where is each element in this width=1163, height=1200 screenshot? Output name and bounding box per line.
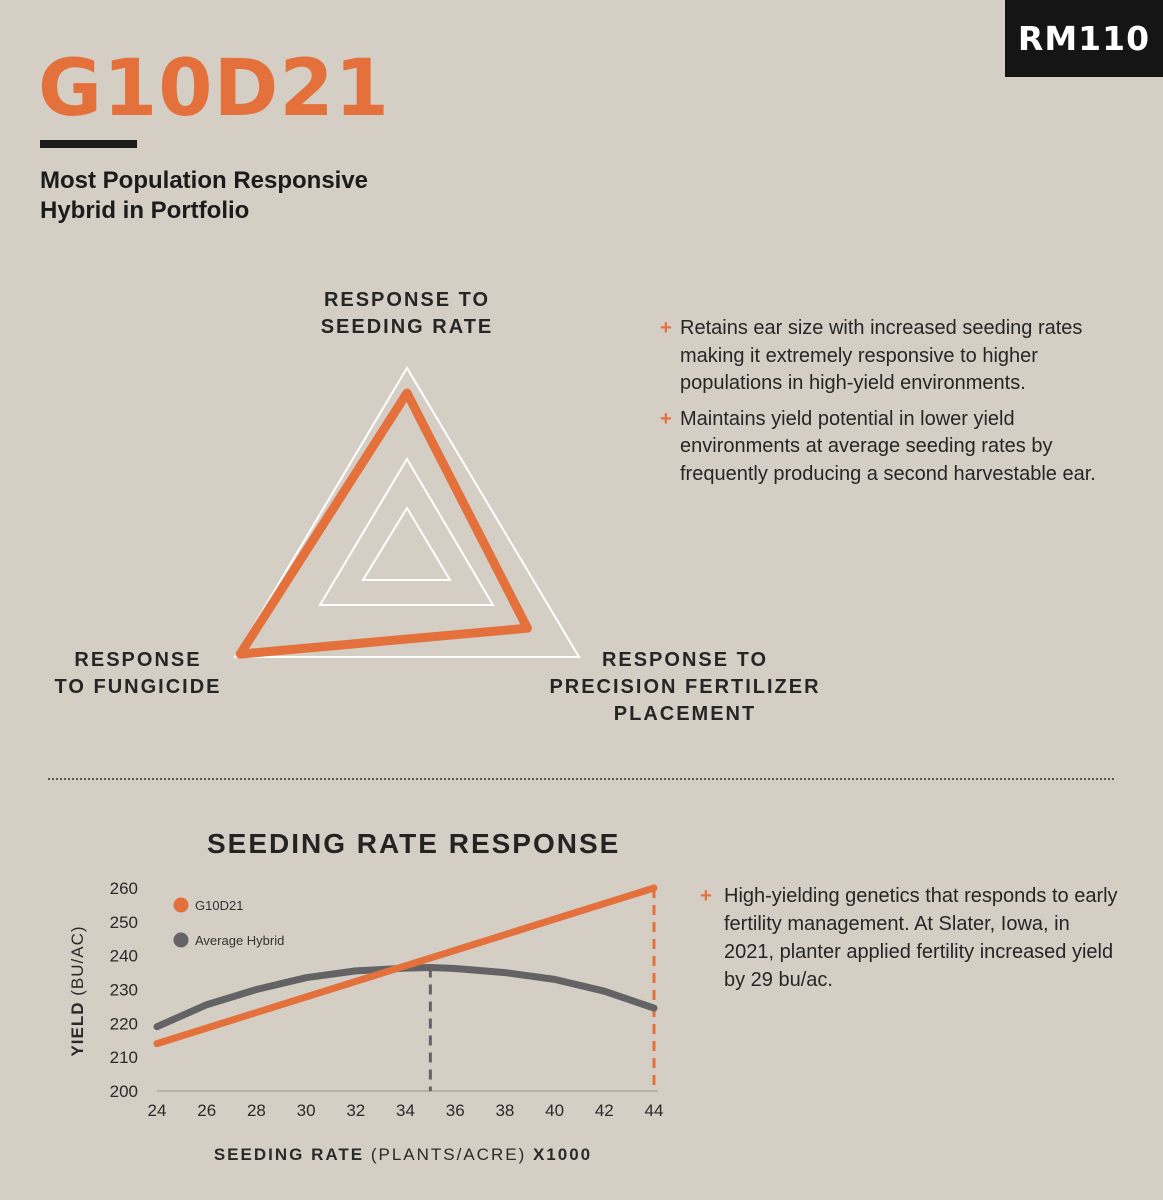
- x-tick-label: 34: [396, 1101, 415, 1120]
- axis-label-line: PLACEMENT: [613, 703, 757, 725]
- y-tick-label: 250: [109, 912, 138, 932]
- triangle-ring-outer: [235, 368, 579, 657]
- y-tick-label: 220: [109, 1014, 138, 1034]
- y-axis-label-unit: (BU/AC): [68, 925, 87, 996]
- series-line: [157, 888, 654, 1044]
- feature-bullet-text: Maintains yield potential in lower yield environments at average seeding rates by frequently producing a second harvestable ear.: [680, 407, 1096, 485]
- x-tick-label: 32: [346, 1101, 366, 1120]
- chart-title: SEEDING RATE RESPONSE: [207, 828, 621, 859]
- subtitle-line-1: Most Population Responsive: [40, 167, 369, 194]
- x-axis-label-bold: SEEDING RATE: [213, 1145, 371, 1164]
- x-tick-label: 36: [445, 1101, 465, 1120]
- x-tick-label: 28: [246, 1101, 266, 1120]
- axis-label-line: PRECISION FERTILIZER: [549, 676, 821, 698]
- legend-label: G10D21: [195, 898, 244, 913]
- feature-bullet: [660, 406, 1140, 489]
- axis-label-line: TO FUNGICIDE: [54, 676, 222, 698]
- axis-label-seeding-rate: [307, 287, 507, 341]
- axis-label-line: RESPONSE TO: [323, 289, 491, 311]
- x-axis-label-suffix: X1000: [532, 1145, 593, 1164]
- plus-icon: +: [700, 885, 712, 907]
- y-tick-label: 260: [109, 879, 138, 898]
- axis-label-fungicide: [38, 647, 238, 701]
- legend-marker: [174, 898, 189, 913]
- x-tick-label: 44: [644, 1101, 664, 1120]
- y-tick-label: 230: [109, 980, 138, 1000]
- series-line: [157, 968, 654, 1027]
- fertility-note-text: High-yielding genetics that responds to early fertility management. At Slater, Iowa, in 2021, planter applied fertility increased yield by 29 bu/ac.: [724, 885, 1118, 991]
- axis-label-line: SEEDING RATE: [320, 316, 494, 338]
- y-tick-label: 200: [109, 1082, 138, 1101]
- title-underline: [40, 140, 137, 148]
- x-tick-label: 42: [594, 1101, 614, 1120]
- subtitle-line-2: Hybrid in Portfolio: [40, 197, 250, 224]
- x-tick-label: 38: [495, 1101, 515, 1120]
- score-triangle: [240, 393, 527, 654]
- relative-maturity-badge: RM110: [1005, 0, 1163, 77]
- legend-marker: [174, 933, 189, 948]
- x-tick-label: 30: [296, 1101, 316, 1120]
- axis-label-line: RESPONSE TO: [601, 649, 769, 671]
- x-axis-label-unit: (PLANTS/ACRE): [370, 1145, 533, 1164]
- axis-label-precision-fertilizer: [535, 647, 835, 728]
- triangle-ring-middle: [320, 459, 493, 605]
- x-tick-label: 24: [147, 1101, 167, 1120]
- plus-icon: +: [660, 407, 672, 430]
- fertility-note: [700, 882, 1120, 994]
- feature-bullets: [660, 315, 1140, 496]
- y-tick-label: 240: [109, 946, 138, 966]
- x-tick-label: 40: [545, 1101, 565, 1120]
- x-tick-label: 26: [197, 1101, 217, 1120]
- feature-bullet-text: Retains ear size with increased seeding rates making it extremely responsive to higher populations in high-yield environments.: [680, 317, 1083, 394]
- triangle-ring-inner: [363, 508, 450, 580]
- legend-label: Average Hybrid: [195, 933, 285, 948]
- plus-icon: +: [660, 317, 672, 339]
- product-name: G10D21: [38, 44, 390, 134]
- axis-label-line: RESPONSE: [74, 649, 202, 671]
- product-subtitle: [40, 166, 460, 226]
- x-axis-label: [214, 1145, 592, 1164]
- y-axis-label: [68, 925, 87, 1056]
- feature-bullet: [660, 315, 1140, 398]
- y-axis-label-bold: YIELD: [68, 995, 87, 1057]
- section-divider: [48, 778, 1114, 780]
- y-tick-label: 210: [109, 1048, 138, 1068]
